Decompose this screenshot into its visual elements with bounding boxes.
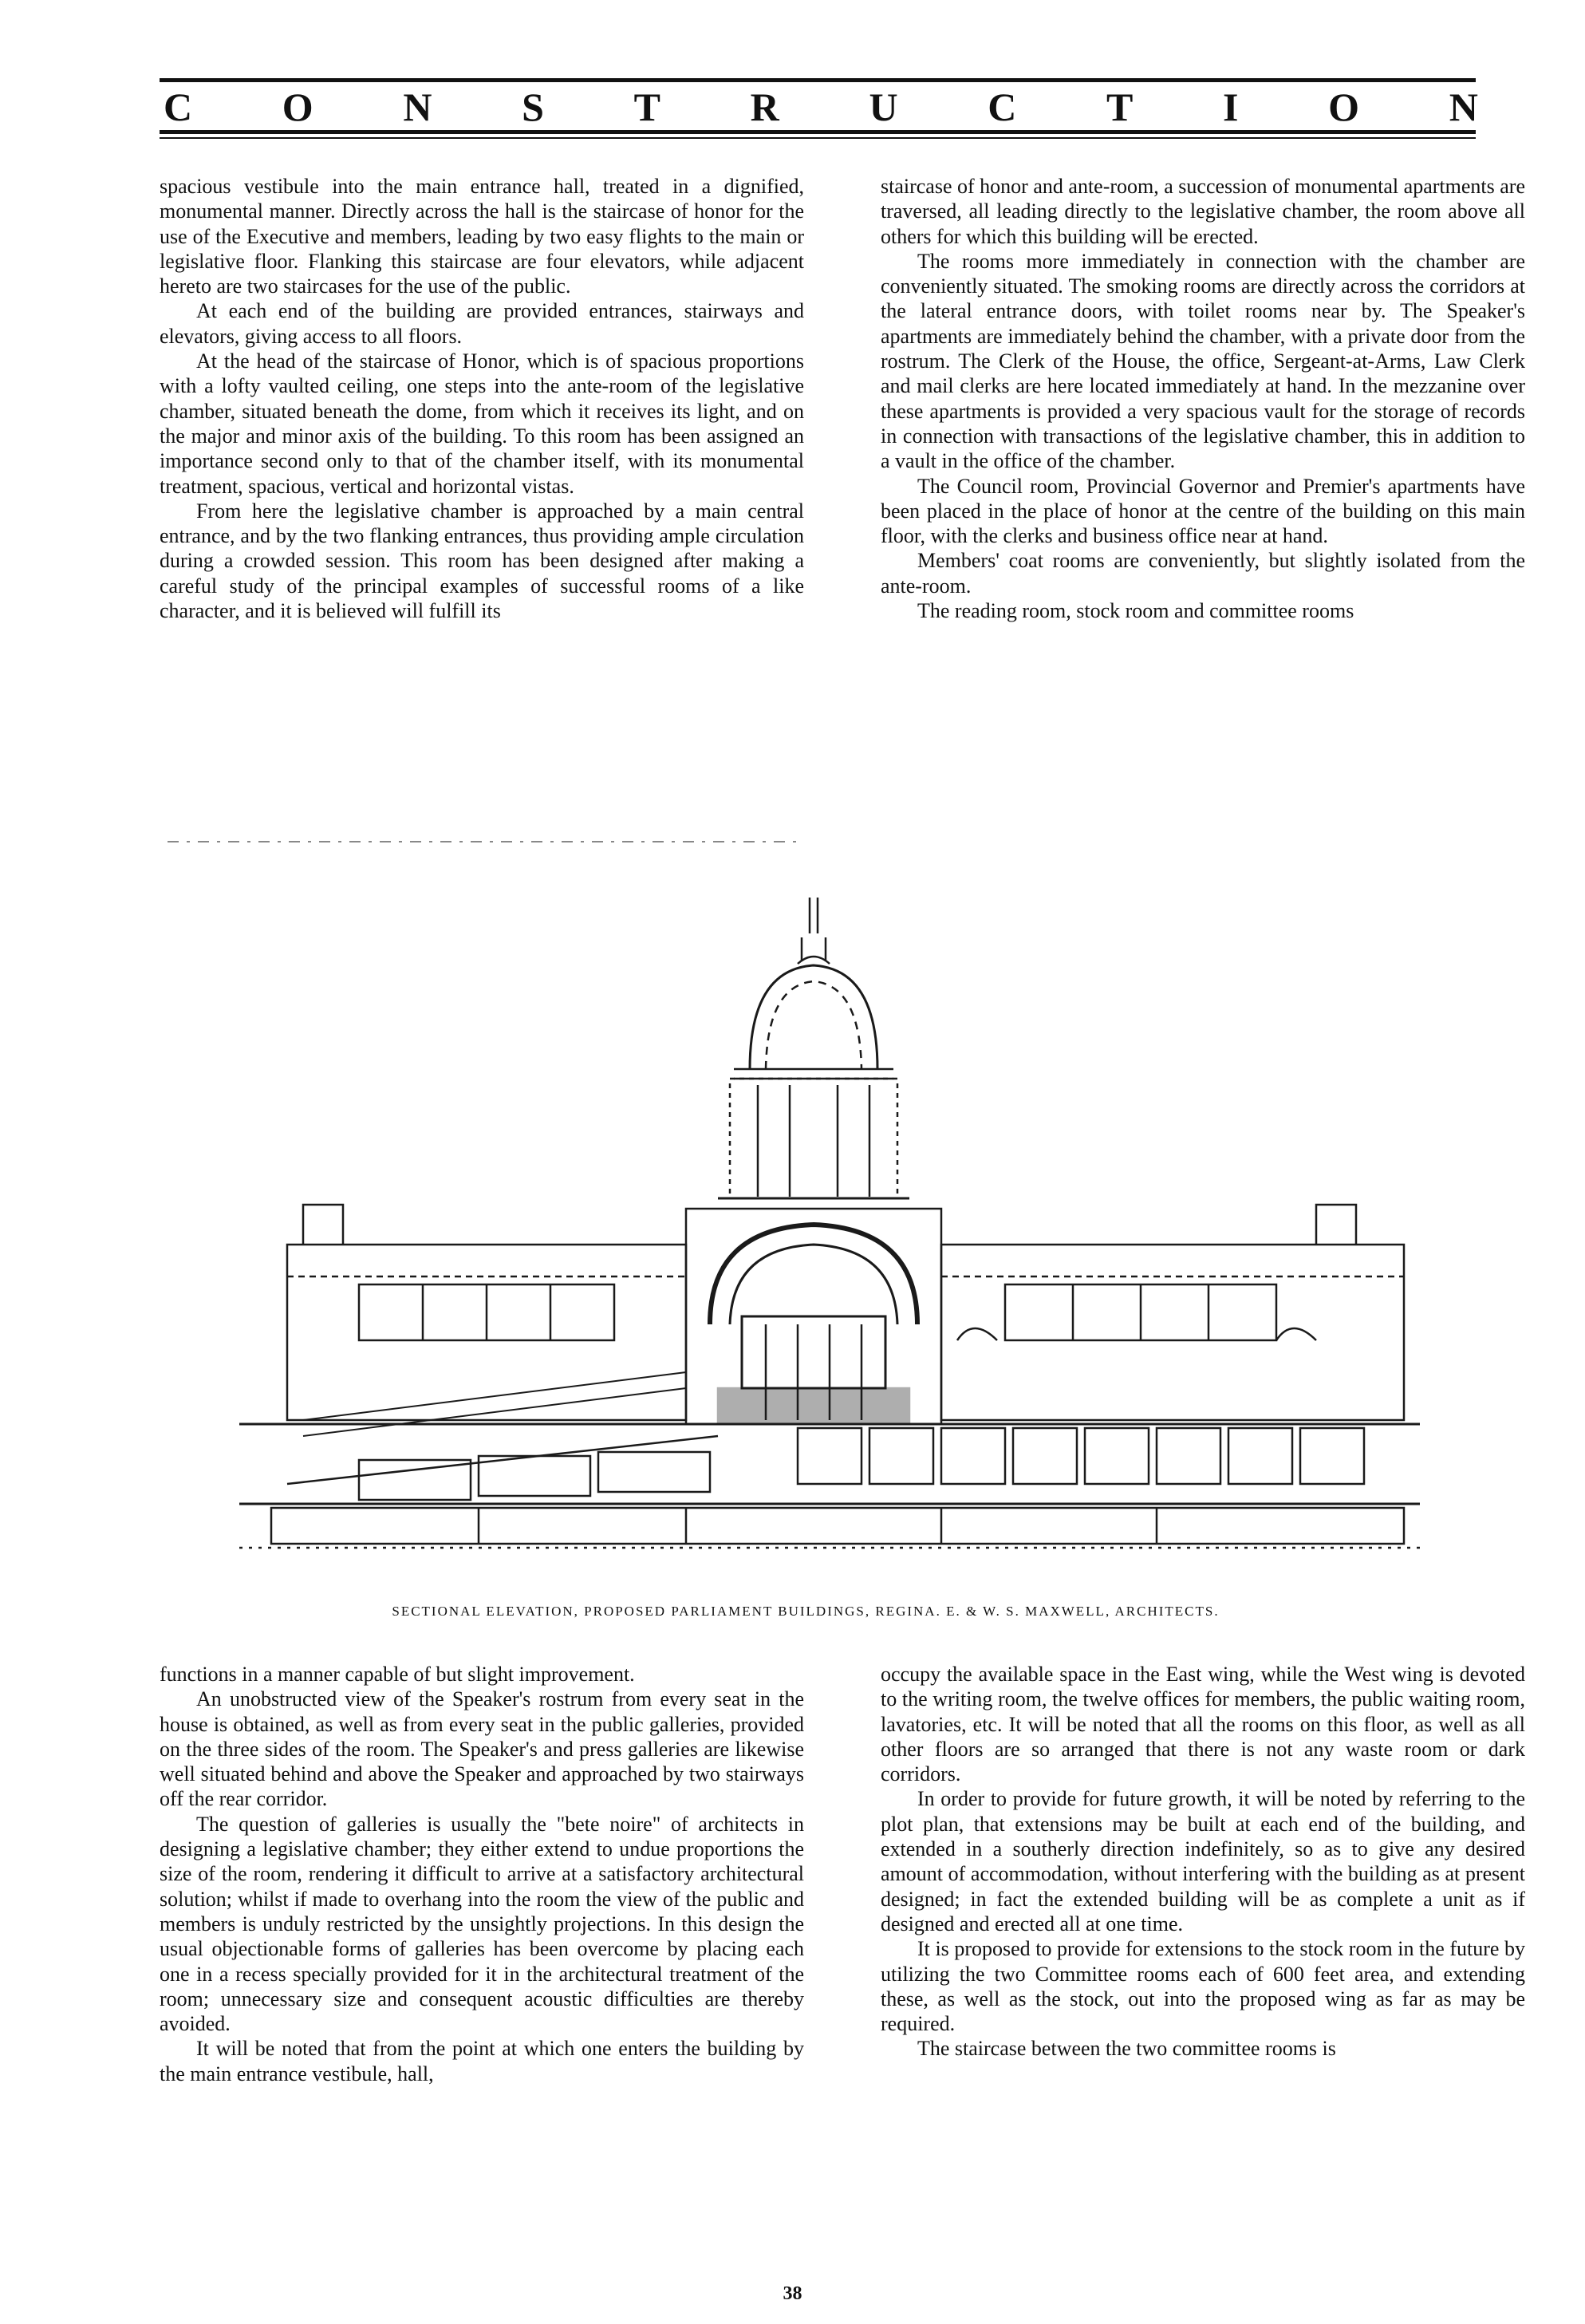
paragraph: It is proposed to provide for extensions to the stock room in the future by utilizing the two Committee rooms each of 600 feet area, and extending these, as well as the stock, out into the proposed wing as far as may be required. (881, 1937, 1525, 2036)
dome-drum (718, 1079, 909, 1198)
paragraph: From here the legislative chamber is approached by a main central entrance, and by the two flanking entrances, thus providing ample circulation during a crowded session. This room has been designed after making a careful study of the principal examples of successful rooms of a like character, and it is believed will fulfill its (160, 499, 804, 623)
paragraph: functions in a manner capable of but slight improvement. (160, 1663, 635, 1686)
masthead-letter: C (164, 85, 193, 129)
paragraph: At each end of the building are provided entrances, stairways and elevators, giving access to all floors. (160, 299, 804, 348)
article-column-bottom-right (881, 1662, 1525, 2062)
masthead-letter: T (1106, 85, 1134, 129)
paragraph: staircase of honor and ante-room, a succession of monumental apartments are traversed, all leading directly to the legislative chamber, the room above all others for which this building will be erected. (881, 175, 1525, 248)
page-number: 38 (783, 2283, 802, 2304)
sectional-elevation-drawing (239, 830, 1436, 1588)
masthead-letter: R (750, 85, 779, 129)
paragraph: The staircase between the two committee rooms is (917, 2037, 1336, 2061)
masthead-letter: I (1223, 85, 1239, 129)
figure-caption: SECTIONAL ELEVATION, PROPOSED PARLIAMENT BUILDINGS, REGINA. E. & W. S. MAXWELL, ARCHITECTS. (392, 1604, 1220, 1619)
masthead-letter: N (403, 85, 432, 129)
masthead-letter: T (633, 85, 660, 129)
masthead-title (164, 86, 1478, 128)
paragraph: The reading room, stock room and committee rooms (917, 599, 1354, 623)
west-wing-section (287, 1205, 686, 1436)
east-wing-section (941, 1205, 1404, 1420)
paragraph: The question of galleries is usually the "bete noire" of architects in designing a legislative chamber; they either extend to undue proportions the size of the room, rendering it difficult to arrive at a satisfactory architectural solution; whilst if made to overhang into the room the view of the public and members is unduly restricted by the unsightly projections. In this design the usual objectionable forms of galleries has been overcome by placing each one in a recess specially provided for it in the architectural treatment of the room; unnecessary size and consequent acoustic difficulties are thereby avoided. (160, 1812, 804, 2036)
article-column-bottom-left (160, 1662, 804, 2086)
masthead-bottom-rule (160, 130, 1476, 134)
masthead-letter: U (869, 85, 898, 129)
article-column-top-right (881, 174, 1525, 623)
paragraph: Members' coat rooms are conveniently, but slightly isolated from the ante-room. (881, 549, 1525, 598)
masthead-top-rule (160, 78, 1476, 82)
article-column-top-left (160, 174, 804, 623)
dome-lantern (798, 898, 830, 964)
paragraph: An unobstructed view of the Speaker's rostrum from every seat in the house is obtained, as well as from every seat in the public galleries, provided on the three sides of the room. The Speaker's and press galleries are likewise well situated behind and above the Speaker and approached by two stairways off the rear corridor. (160, 1687, 804, 1811)
masthead-bottom-thin-rule (160, 137, 1476, 139)
paragraph: The rooms more immediately in connection with the chamber are conveniently situated. The smoking rooms are directly across the corridors at the lateral entrance doors, with toilet rooms near by. The Speaker's apartments are immediately behind the chamber, with a private door from the rostrum. The Clerk of the House, the office, Sergeant-at-Arms, Law Clerk and mail clerks are here located immediately at hand. In the mezzanine over these apartments is provided a very spacious vault for the storage of records in connection with transactions of the legislative chamber, this in addition to a vault in the office of the chamber. (881, 249, 1525, 473)
masthead-letter: S (522, 85, 544, 129)
paragraph: spacious vestibule into the main entrance hall, treated in a dignified, monumental manner. Directly across the hall is the staircase of honor for the use of the Executive and members, leading by two easy flights to the main or legislative floor. Flanking this staircase are four elevators, while adjacent hereto are two staircases for the use of the public. (160, 175, 804, 298)
masthead-letter: O (282, 85, 313, 129)
masthead-letter: C (988, 85, 1017, 129)
masthead-letter: N (1449, 85, 1478, 129)
paragraph: It will be noted that from the point at which one enters the building by the main entrance vestibule, hall, (160, 2037, 804, 2085)
dome (734, 965, 893, 1079)
paragraph: At the head of the staircase of Honor, which is of spacious proportions with a lofty vaulted ceiling, one steps into the ante-room of the legislative chamber, situated beneath the dome, from which it receives its light, and on the major and minor axis of the building. To this room has been assigned an importance second only to that of the chamber itself, with its monumental treatment, spacious, vertical and horizontal vistas. (160, 349, 804, 498)
masthead-letter: O (1328, 85, 1360, 129)
paragraph: occupy the available space in the East wing, while the West wing is devoted to the writing room, the twelve offices for members, the public waiting room, lavatories, etc. It will be noted that all the rooms on this floor, as well as all other floors are so arranged that there is not any waste room or dark corridors. (881, 1663, 1525, 1786)
lower-floor-rooms (239, 1424, 1420, 1548)
paragraph: In order to provide for future growth, it will be noted by referring to the plot plan, that extensions may be built at each end of the building, and extended in a southerly direction indefinitely, so as to give any desired amount of accommodation, without interfering with the building as at present designed; in fact the extended building will be as complete a unit as if designed and erected all at one time. (881, 1787, 1525, 1935)
paragraph: The Council room, Provincial Governor and Premier's apartments have been placed in the place of honor at the centre of the building on this main floor, with the clerks and business office near at hand. (881, 474, 1525, 548)
legislative-chamber-section (686, 1209, 941, 1424)
